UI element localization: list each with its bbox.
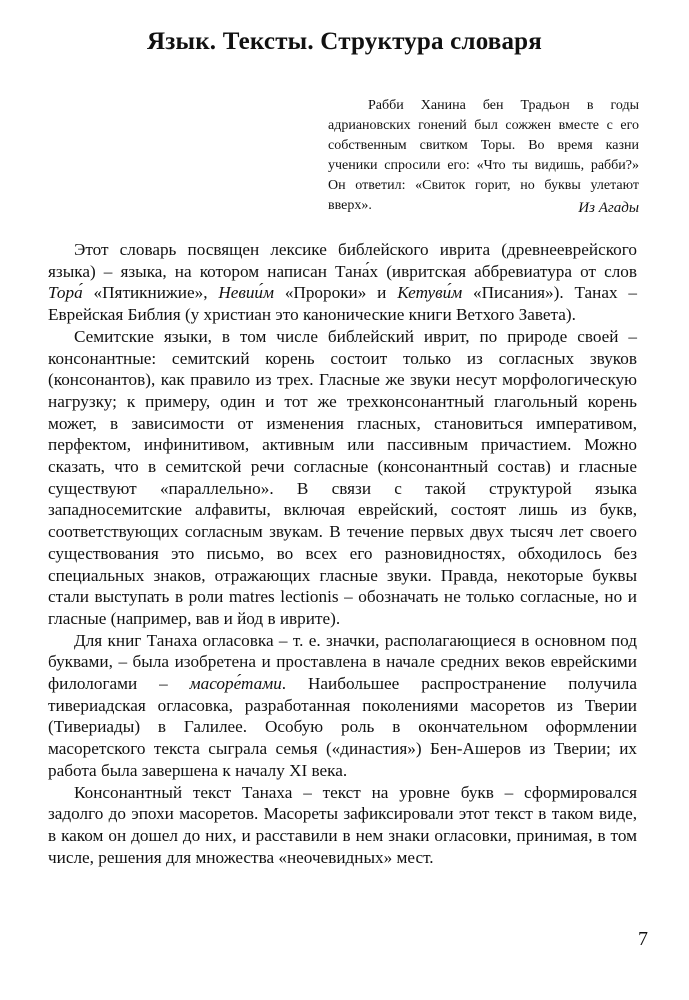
term-masoretes: масоре́тами: [189, 674, 282, 694]
paragraph-2: Семитские языки, в том числе библейский иврит, по природе своей – консонантные: семитский корень состоит только из согласных звуков (консонантов), как правило из трех. Гласные же звуки несут морфологическую нагрузку; к примеру, один и тот же трехконсонантный глагольный корень может, в зависимости от изменения гласных, становиться императивом, перфектом, инфинитивом, активным или пассивным причастием. Можно сказать, что в семитской речи согласные (консонантный состав) и гласные существуют «параллельно». В связи с такой структурой языка западносемитские алфавиты, включая еврейский, состоят лишь из букв, соответствующих согласным звукам. В течение первых двух тысяч лет своего существования это письмо, во всех его разновидностях, обходилось без специальных знаков, отражающих гласные звуки. Правда, некоторые буквы стали выступать в роли matres lectionis – обозначать не только согласные, но и гласные (например, вав и йод в иврите).: [48, 326, 637, 628]
paragraph-1: [48, 239, 637, 326]
paragraph-3-part-2: . Наибольшее распространение получила тивериадская огласовка, разработанная поколениями масоретов из Тверии (Тивериады) в Галилее. Особую роль в окончательном оформлении масоретского текста сыграла семья («династия») Бен-Ашеров из Тверии; их работа была завершена к началу XI века.: [48, 674, 637, 780]
paragraph-1-part-3: «Пророки» и: [274, 283, 398, 303]
paragraph-1-part-4: «Писания»). Танах – Еврейская Библия (у христиан это канонические книги Ветхого Завета).: [48, 283, 637, 325]
term-neviim: Невии́м: [218, 283, 274, 303]
paragraph-1-part-1: Этот словарь посвящен лексике библейского иврита (древнееврейского языка) – языка, на котором написан Тана́х (ивритская аббревиатура от слов: [48, 240, 637, 281]
term-ketuvim: Кетуви́м: [397, 283, 463, 303]
epigraph-text: Рабби Ханина бен Традьон в годы адриановских гонений был сожжен вместе с его собственным свитком Торы. Во время казни ученики спросили его: «Что ты видишь, рабби?» Он ответил: «Свиток горит, но буквы улетают вверх».: [328, 98, 639, 213]
page-title: Язык. Тексты. Структура словаря: [146, 28, 543, 55]
page-number: 7: [638, 928, 648, 950]
paragraph-3: [48, 630, 637, 782]
epigraph-source: Из Агады: [578, 200, 639, 216]
paragraph-4: Консонантный текст Танаха – текст на уровне букв – сформировался задолго до эпохи масоретов. Масореты зафиксировали этот текст в таком виде, в каком он дошел до них, и расставили в нем знаки огласовки, принимая, в том числе, решения для множества «неочевидных» мест.: [48, 782, 637, 867]
paragraph-1-part-2: «Пятикнижие»,: [82, 283, 219, 303]
body-text: [48, 239, 637, 868]
term-tora: Тора́: [48, 283, 83, 303]
paragraph-3-part-1: Для книг Танаха огласовка – т. е. значки, располагающиеся в основном под буквами, – была изобретена и проставлена в начале средних веков еврейскими филологами –: [48, 630, 637, 694]
